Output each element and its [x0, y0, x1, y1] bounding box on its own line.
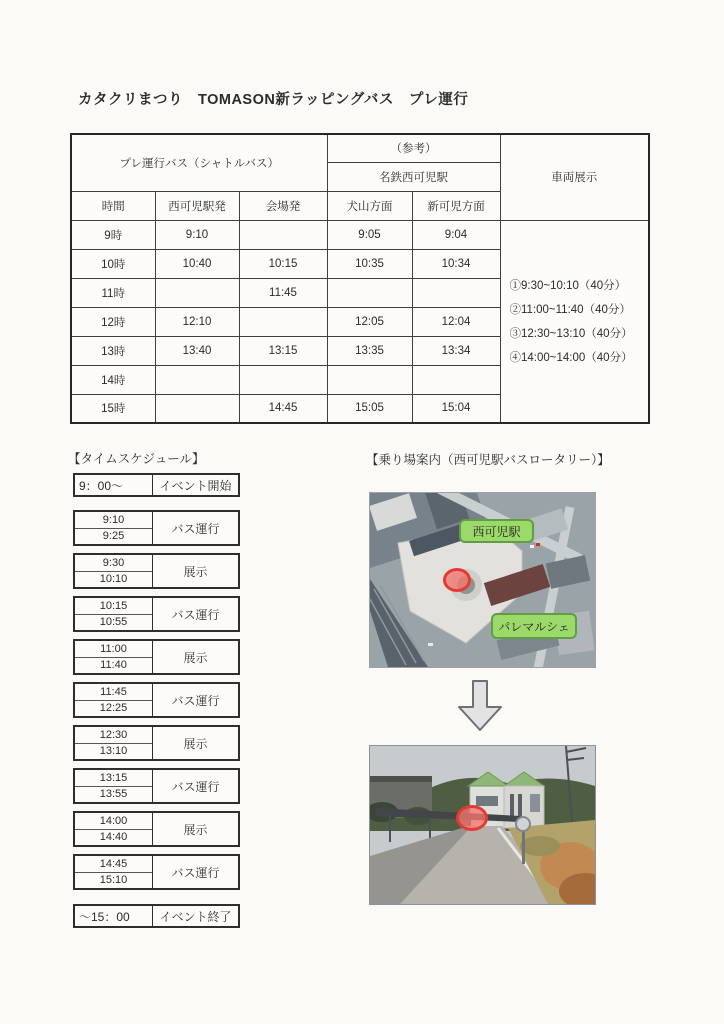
schedule-item-times: [75, 770, 153, 802]
schedule-item: [73, 811, 240, 847]
map-label-station: 西可児駅: [459, 519, 534, 543]
timetable-time-cell: 10:40: [155, 249, 239, 278]
timetable-hour-cell: 11時: [71, 278, 155, 307]
boarding-heading: 【乗り場案内（西可児駅バスロータリー）】: [366, 453, 610, 467]
schedule-item-label: 展示: [183, 564, 208, 579]
schedule-item: [73, 854, 240, 890]
timetable-header-shuttle: プレ運行バス（シャトルバス）: [71, 134, 327, 191]
timetable-time-cell: 10:34: [412, 249, 500, 278]
timetable-time-cell: [327, 365, 412, 394]
timetable-time-cell: [155, 278, 239, 307]
aerial-map-image: [369, 492, 596, 668]
schedule-item-from: 9:10: [75, 512, 152, 529]
timetable-col-header: 新可児方面: [412, 191, 500, 220]
schedule-item-to: 13:55: [99, 788, 128, 801]
timetable-time-cell: 13:40: [155, 336, 239, 365]
timetable-header-reference: （参考）: [327, 134, 500, 162]
schedule-item-from: 14:45: [75, 856, 152, 873]
timetable: [70, 133, 650, 424]
schedule-item-times: [75, 641, 153, 673]
timetable-time-cell: [155, 365, 239, 394]
schedule-item-times: [75, 856, 153, 888]
timetable-time-cell: 10:15: [239, 249, 327, 278]
down-arrow-icon: [458, 680, 502, 732]
timetable-time-cell: 11:45: [239, 278, 327, 307]
timetable-time-cell: [239, 365, 327, 394]
street-photo-image: [369, 745, 596, 905]
schedule-item-from: 9:30: [75, 555, 152, 572]
exhibit-slot-cell: [500, 220, 649, 423]
schedule-item-from: 10:15: [75, 598, 152, 615]
timetable-table: [70, 133, 650, 424]
schedule-list: [73, 473, 240, 928]
schedule-item-to: 9:25: [102, 530, 125, 543]
schedule-item-to: 10:55: [99, 616, 128, 629]
schedule-item-times: [75, 727, 153, 759]
timetable-hour-cell: 9時: [71, 220, 155, 249]
schedule-item-times: [75, 512, 153, 544]
timetable-hour-cell: 15時: [71, 394, 155, 423]
schedule-item: [73, 682, 240, 718]
timetable-time-cell: [412, 278, 500, 307]
timetable-time-cell: 13:35: [327, 336, 412, 365]
schedule-item-to: 11:40: [100, 659, 127, 672]
schedule-item-times: [75, 813, 153, 845]
timetable-hour-cell: 13時: [71, 336, 155, 365]
timetable-time-cell: [239, 220, 327, 249]
timetable-time-cell: 12:04: [412, 307, 500, 336]
timetable-col-header: 会場発: [239, 191, 327, 220]
schedule-item: [73, 725, 240, 761]
schedule-item-label: バス運行: [171, 693, 220, 708]
timetable-time-cell: 10:35: [327, 249, 412, 278]
exhibit-slot: ①9:30~10:10（40分）: [509, 280, 627, 293]
timetable-time-cell: [327, 278, 412, 307]
timetable-col-header: 犬山方面: [327, 191, 412, 220]
schedule-item: [73, 768, 240, 804]
schedule-item-times: [75, 555, 153, 587]
page-title: カタクリまつり TOMASON新ラッピングバス プレ運行: [78, 92, 469, 108]
timetable-col-header: 西可児駅発: [155, 191, 239, 220]
schedule-item-times: [75, 684, 153, 716]
schedule-item-to: 14:40: [99, 831, 128, 844]
timetable-time-cell: 9:04: [412, 220, 500, 249]
schedule-start-time: 9：00～: [75, 475, 153, 495]
timetable-time-cell: 9:10: [155, 220, 239, 249]
schedule-start-row: [73, 473, 240, 497]
exhibit-slot: ③12:30~13:10（40分）: [509, 328, 633, 341]
schedule-item-label: バス運行: [171, 521, 220, 536]
schedule-item-to: 10:10: [99, 573, 128, 586]
map-marker: [443, 568, 471, 592]
schedule-item-from: 11:00: [75, 641, 152, 658]
schedule-item: [73, 596, 240, 632]
timetable-time-cell: 13:34: [412, 336, 500, 365]
schedule-item-from: 14:00: [75, 813, 152, 830]
timetable-time-cell: [412, 365, 500, 394]
timetable-col-header: 時間: [71, 191, 155, 220]
exhibit-slot: ④14:00~14:00（40分）: [509, 352, 633, 365]
schedule-start-label: イベント開始: [159, 478, 232, 493]
schedule-heading: 【タイムスケジュール】: [68, 452, 205, 466]
timetable-header-station: 名鉄西可児駅: [327, 162, 500, 191]
timetable-time-cell: 15:04: [412, 394, 500, 423]
photo-marker: [456, 805, 488, 831]
timetable-hour-cell: 14時: [71, 365, 155, 394]
timetable-time-cell: 12:10: [155, 307, 239, 336]
schedule-item-to: 12:25: [99, 702, 128, 715]
schedule-item-from: 13:15: [75, 770, 152, 787]
schedule-item: [73, 510, 240, 546]
schedule-item-to: 13:10: [99, 745, 128, 758]
schedule-end-time: ～15：00: [75, 906, 153, 926]
schedule-end-label: イベント終了: [159, 909, 232, 924]
schedule-item-to: 15:10: [99, 874, 128, 887]
schedule-item-label: 展示: [183, 822, 208, 837]
timetable-time-cell: 9:05: [327, 220, 412, 249]
timetable-time-cell: 13:15: [239, 336, 327, 365]
timetable-hour-cell: 12時: [71, 307, 155, 336]
schedule-item: [73, 553, 240, 589]
exhibit-slot-list: [501, 277, 649, 365]
schedule-item-label: バス運行: [171, 865, 220, 880]
schedule-item: [73, 639, 240, 675]
timetable-header-exhibit: 車両展示: [500, 134, 649, 220]
timetable-time-cell: 15:05: [327, 394, 412, 423]
timetable-time-cell: 12:05: [327, 307, 412, 336]
schedule-end-row: [73, 904, 240, 928]
schedule-item-label: バス運行: [171, 779, 220, 794]
exhibit-slot: ②11:00~11:40（40分）: [509, 304, 631, 317]
timetable-time-cell: [239, 307, 327, 336]
schedule-item-label: 展示: [183, 736, 208, 751]
timetable-hour-cell: 10時: [71, 249, 155, 278]
timetable-time-cell: [155, 394, 239, 423]
timetable-time-cell: 14:45: [239, 394, 327, 423]
schedule-item-from: 12:30: [75, 727, 152, 744]
schedule-item-label: バス運行: [171, 607, 220, 622]
schedule-item-from: 11:45: [75, 684, 152, 701]
map-label-store: パレマルシェ: [491, 613, 577, 639]
schedule-item-label: 展示: [183, 650, 208, 665]
schedule-item-times: [75, 598, 153, 630]
